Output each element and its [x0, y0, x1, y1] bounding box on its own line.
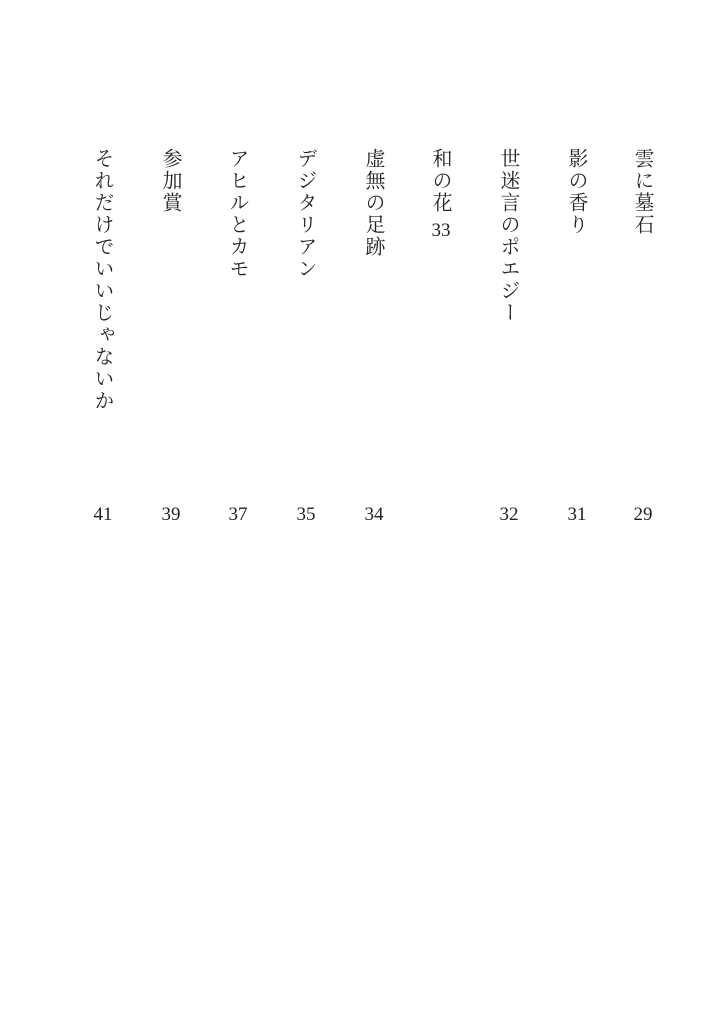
- toc-entry[interactable]: [359, 148, 389, 528]
- toc-entry-page-number: 37: [228, 504, 248, 525]
- toc-entry-page-number: 29: [633, 504, 653, 525]
- toc-entry[interactable]: [223, 148, 253, 528]
- toc-entry[interactable]: [494, 148, 524, 528]
- toc-entry-title: 雲に墓石: [631, 148, 655, 236]
- toc-entry[interactable]: [88, 148, 118, 528]
- toc-entry-page-number: 35: [296, 504, 316, 525]
- toc-entry-title: 影の香り: [565, 148, 589, 236]
- toc-entry-page-number: 41: [93, 504, 113, 525]
- toc-entry[interactable]: [156, 148, 186, 528]
- toc-entry[interactable]: [291, 148, 321, 528]
- toc-entry-title: デジタリアン: [294, 148, 318, 280]
- toc-entry-title: それだけでいいじゃないか: [91, 148, 115, 412]
- toc-entry-title: アヒルとカモ: [226, 148, 250, 280]
- toc-entry[interactable]: [628, 148, 658, 528]
- toc-entry[interactable]: [426, 148, 456, 528]
- toc-entry-page-number: 34: [364, 504, 384, 525]
- toc-entry-title: 和の花: [429, 148, 453, 214]
- toc-entry-page-number: 33: [431, 220, 451, 241]
- toc-entry-title: 参加賞: [159, 148, 183, 214]
- toc-entry[interactable]: [562, 148, 592, 528]
- toc-entry-page-number: 31: [567, 504, 587, 525]
- toc-entry-page-number: 32: [499, 504, 519, 525]
- toc-entry-title: 虚無の足跡: [362, 148, 386, 258]
- toc-entry-title: 世迷言のポエジー: [497, 148, 521, 324]
- toc-entry-page-number: 39: [161, 504, 181, 525]
